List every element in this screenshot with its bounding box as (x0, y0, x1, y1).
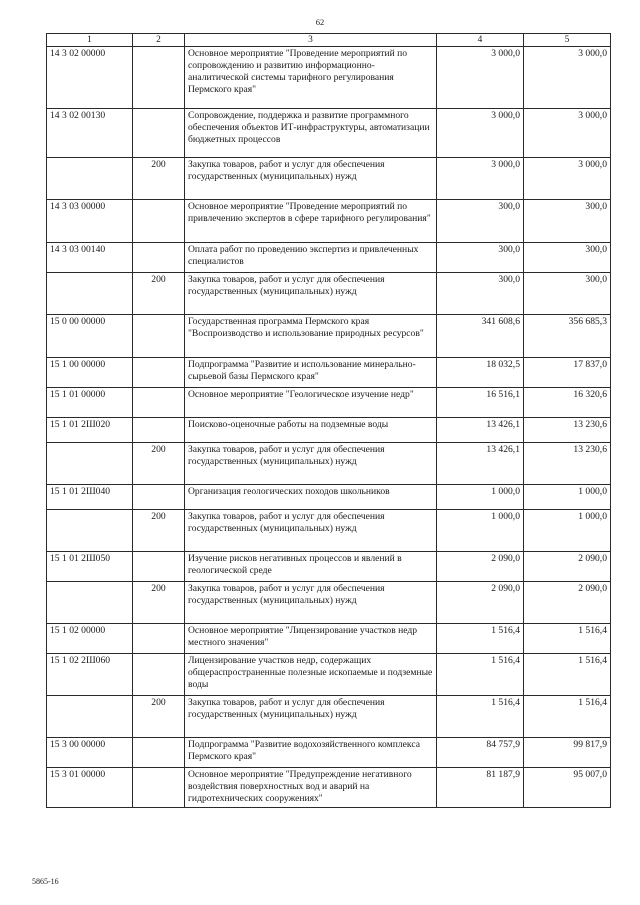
amount-year-2: 99 817,9 (524, 738, 611, 768)
item-name: Организация геологических походов школьников (185, 485, 437, 510)
target-article-code: 15 1 01 2Ш050 (47, 552, 133, 582)
table-row (47, 243, 611, 273)
expense-type-code (133, 47, 185, 109)
amount-year-1: 84 757,9 (437, 738, 524, 768)
table-row (47, 273, 611, 315)
target-article-code: 15 1 00 00000 (47, 358, 133, 388)
table-row (47, 315, 611, 358)
amount-year-1: 3 000,0 (437, 109, 524, 158)
table-row (47, 47, 611, 109)
amount-year-2: 300,0 (524, 273, 611, 315)
amount-year-1: 18 032,5 (437, 358, 524, 388)
expense-type-code (133, 243, 185, 273)
expense-type-code (133, 418, 185, 443)
amount-year-1: 1 516,4 (437, 654, 524, 696)
amount-year-1: 300,0 (437, 243, 524, 273)
target-article-code: 15 1 01 00000 (47, 388, 133, 418)
column-header: 3 (185, 34, 437, 47)
column-number-row (47, 34, 611, 47)
target-article-code (47, 582, 133, 624)
amount-year-1: 2 090,0 (437, 552, 524, 582)
item-name: Поисково-оценочные работы на подземные воды (185, 418, 437, 443)
item-name: Подпрограмма "Развитие водохозяйственного комплекса Пермского края" (185, 738, 437, 768)
expense-type-code: 200 (133, 443, 185, 485)
target-article-code (47, 443, 133, 485)
item-name: Государственная программа Пермского края "Воспроизводство и использование природных ресурсов" (185, 315, 437, 358)
table-row (47, 158, 611, 200)
column-header: 4 (437, 34, 524, 47)
amount-year-2: 3 000,0 (524, 109, 611, 158)
amount-year-2: 1 000,0 (524, 485, 611, 510)
amount-year-1: 13 426,1 (437, 443, 524, 485)
target-article-code (47, 273, 133, 315)
item-name: Закупка товаров, работ и услуг для обеспечения государственных (муниципальных) нужд (185, 696, 437, 738)
expense-type-code (133, 654, 185, 696)
expense-type-code (133, 358, 185, 388)
column-header: 1 (47, 34, 133, 47)
table-row (47, 388, 611, 418)
target-article-code (47, 696, 133, 738)
target-article-code: 15 3 00 00000 (47, 738, 133, 768)
table-row (47, 738, 611, 768)
expense-type-code: 200 (133, 158, 185, 200)
amount-year-2: 2 090,0 (524, 552, 611, 582)
item-name: Основное мероприятие "Проведение мероприятий по сопровождению и развитию информационно-аналитической системы тарифного регулирования Пермского края" (185, 47, 437, 109)
target-article-code (47, 158, 133, 200)
amount-year-1: 2 090,0 (437, 582, 524, 624)
expense-type-code (133, 552, 185, 582)
item-name: Основное мероприятие "Лицензирование участков недр местного значения" (185, 624, 437, 654)
table-row (47, 768, 611, 808)
amount-year-2: 13 230,6 (524, 418, 611, 443)
table-row (47, 624, 611, 654)
target-article-code: 14 3 03 00000 (47, 200, 133, 243)
amount-year-1: 1 000,0 (437, 510, 524, 552)
table-row (47, 109, 611, 158)
amount-year-2: 17 837,0 (524, 358, 611, 388)
amount-year-2: 1 000,0 (524, 510, 611, 552)
table-row (47, 510, 611, 552)
item-name: Оплата работ по проведению экспертиз и привлеченных специалистов (185, 243, 437, 273)
table-row (47, 582, 611, 624)
item-name: Закупка товаров, работ и услуг для обеспечения государственных (муниципальных) нужд (185, 273, 437, 315)
column-header: 2 (133, 34, 185, 47)
footer-document-code: 5865-16 (32, 877, 59, 886)
expense-type-code (133, 624, 185, 654)
amount-year-2: 16 320,6 (524, 388, 611, 418)
item-name: Основное мероприятие "Геологическое изучение недр" (185, 388, 437, 418)
item-name: Сопровождение, поддержка и развитие программного обеспечения объектов ИТ-инфраструктуры, автоматизации бюджетных процессов (185, 109, 437, 158)
amount-year-2: 3 000,0 (524, 47, 611, 109)
expense-type-code: 200 (133, 582, 185, 624)
expense-type-code (133, 768, 185, 808)
expense-type-code (133, 485, 185, 510)
target-article-code: 14 3 02 00000 (47, 47, 133, 109)
table-row (47, 485, 611, 510)
amount-year-1: 3 000,0 (437, 158, 524, 200)
item-name: Лицензирование участков недр, содержащих общераспространенные полезные ископаемые и подземные воды (185, 654, 437, 696)
expense-type-code (133, 200, 185, 243)
item-name: Закупка товаров, работ и услуг для обеспечения государственных (муниципальных) нужд (185, 510, 437, 552)
table-row (47, 552, 611, 582)
amount-year-1: 1 516,4 (437, 696, 524, 738)
amount-year-2: 3 000,0 (524, 158, 611, 200)
target-article-code: 15 3 01 00000 (47, 768, 133, 808)
amount-year-2: 1 516,4 (524, 696, 611, 738)
amount-year-2: 356 685,3 (524, 315, 611, 358)
amount-year-2: 2 090,0 (524, 582, 611, 624)
expense-type-code: 200 (133, 696, 185, 738)
target-article-code: 14 3 02 00130 (47, 109, 133, 158)
expense-type-code: 200 (133, 510, 185, 552)
target-article-code: 14 3 03 00140 (47, 243, 133, 273)
target-article-code: 15 0 00 00000 (47, 315, 133, 358)
page-number: 62 (315, 17, 325, 27)
amount-year-1: 1 000,0 (437, 485, 524, 510)
target-article-code: 15 1 01 2Ш020 (47, 418, 133, 443)
amount-year-1: 300,0 (437, 200, 524, 243)
amount-year-1: 300,0 (437, 273, 524, 315)
table-row (47, 696, 611, 738)
budget-table (46, 33, 611, 808)
item-name: Закупка товаров, работ и услуг для обеспечения государственных (муниципальных) нужд (185, 158, 437, 200)
table-row (47, 654, 611, 696)
expense-type-code (133, 315, 185, 358)
amount-year-1: 16 516,1 (437, 388, 524, 418)
amount-year-1: 341 608,6 (437, 315, 524, 358)
amount-year-2: 95 007,0 (524, 768, 611, 808)
amount-year-1: 3 000,0 (437, 47, 524, 109)
item-name: Закупка товаров, работ и услуг для обеспечения государственных (муниципальных) нужд (185, 443, 437, 485)
amount-year-2: 1 516,4 (524, 624, 611, 654)
amount-year-2: 300,0 (524, 200, 611, 243)
amount-year-2: 300,0 (524, 243, 611, 273)
table-row (47, 200, 611, 243)
target-article-code: 15 1 01 2Ш040 (47, 485, 133, 510)
table-row (47, 418, 611, 443)
amount-year-2: 1 516,4 (524, 654, 611, 696)
item-name: Основное мероприятие "Проведение мероприятий по привлечению экспертов в сфере тарифного регулирования" (185, 200, 437, 243)
expense-type-code (133, 738, 185, 768)
item-name: Изучение рисков негативных процессов и явлений в геологической среде (185, 552, 437, 582)
target-article-code: 15 1 02 2Ш060 (47, 654, 133, 696)
amount-year-1: 13 426,1 (437, 418, 524, 443)
amount-year-1: 1 516,4 (437, 624, 524, 654)
amount-year-1: 81 187,9 (437, 768, 524, 808)
expense-type-code (133, 388, 185, 418)
item-name: Закупка товаров, работ и услуг для обеспечения государственных (муниципальных) нужд (185, 582, 437, 624)
target-article-code (47, 510, 133, 552)
expense-type-code: 200 (133, 273, 185, 315)
item-name: Подпрограмма "Развитие и использование минерально-сырьевой базы Пермского края" (185, 358, 437, 388)
expense-type-code (133, 109, 185, 158)
table-row (47, 358, 611, 388)
column-header: 5 (524, 34, 611, 47)
amount-year-2: 13 230,6 (524, 443, 611, 485)
target-article-code: 15 1 02 00000 (47, 624, 133, 654)
table-row (47, 443, 611, 485)
item-name: Основное мероприятие "Предупреждение негативного воздействия поверхностных вод и аварий на гидротехнических сооружениях" (185, 768, 437, 808)
